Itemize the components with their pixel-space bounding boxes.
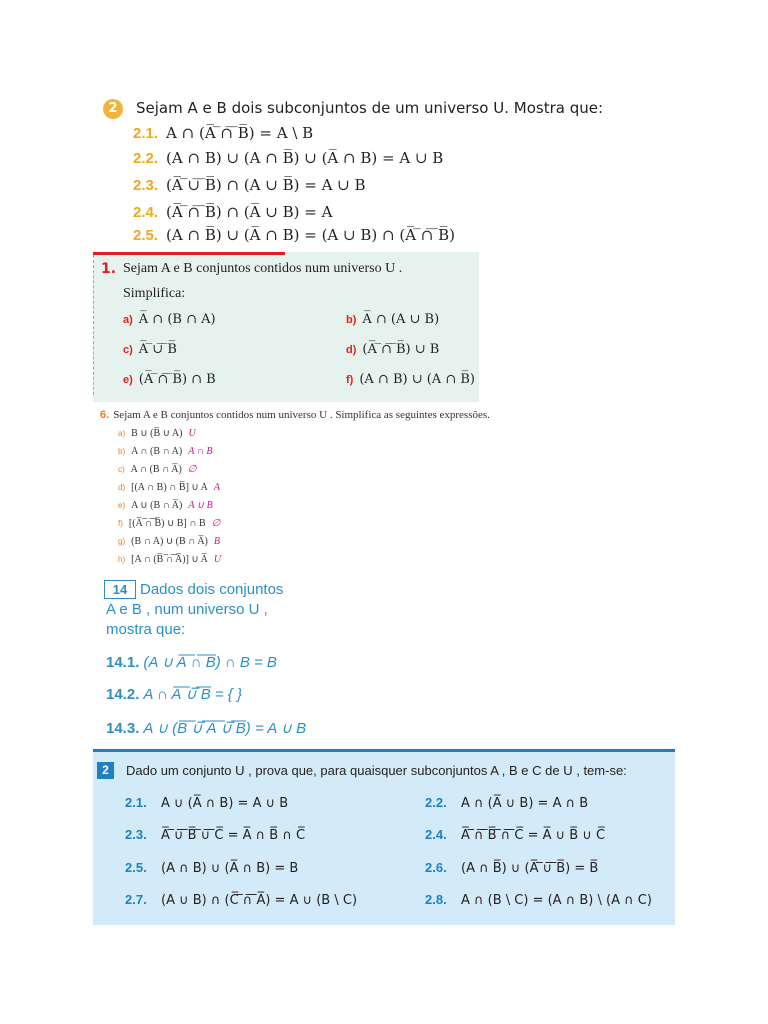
exercise-item: 14.3. A ∪ (B̅ ̅∪̅ ̅A̅ ̅∪̅ ̅B̅) = A ∪ B [106, 720, 307, 737]
exercise-instruction: Simplifica: [123, 286, 186, 301]
exercise-item: e) (A̅ ̅∩̅ ̅B̅) ∩ B [123, 372, 216, 387]
exercise-item: c) A ∩ (B ∩ A̅) ∅ [118, 464, 197, 475]
exercise-number-square: 2 [97, 762, 114, 779]
exercise-item: 2.2. A ∩ (A̅ ∪ B) = A ∩ B [425, 795, 589, 811]
exercise-item: b) A̅ ∩ (A ∪ B) [346, 312, 440, 327]
exercise-number: 1. [101, 261, 117, 277]
exercise-item: 2.7. (A ∪ B) ∩ (C̅ ̅∩̅ ̅A̅) = A ∪ (B \ C) [125, 892, 358, 908]
exercise-item: 2.8. A ∩ (B \ C) = (A ∩ B) \ (A ∩ C) [425, 892, 652, 908]
exercise-statement: Dados dois conjuntos [140, 581, 284, 598]
simplify-exercise-panel [93, 252, 479, 402]
exercise-item: 2.5. (A ∩ B̅) ∪ (A̅ ∩ B) = (A ∪ B) ∩ (A̅ ̅∩̅ ̅B̅) [133, 226, 456, 244]
exercise-statement: A e B , num universo U , [106, 601, 268, 618]
exercise-item: d) [(A ∩ B) ∩ B̅] ∪ A A [118, 482, 220, 493]
exercise-item: 2.4. (A̅ ̅∩̅ ̅B̅) ∩ (A̅ ∪ B) = A [133, 203, 333, 221]
exercise-item: e) A ∪ (B ∩ A̅) A ∪ B [118, 500, 213, 511]
exercise-item: 2.2. (A ∩ B) ∪ (A ∩ B̅) ∪ (A̅ ∩ B) = A ∪ B [133, 149, 444, 167]
exercise-item: 14.1. (A ∪ A̅ ̅∩̅ ̅B̅) ∩ B = B [106, 654, 277, 671]
exercise-instruction: mostra que: [106, 621, 186, 638]
exercise-item: f) (A ∩ B) ∪ (A ∩ B̅) [346, 372, 475, 387]
exercise-item: d) (A̅ ̅∩̅ ̅B̅) ∪ B [346, 342, 440, 357]
exercise-item: 2.3. (A̅ ̅∪̅ ̅B̅) ∩ (A ∪ B̅) = A ∪ B [133, 176, 366, 194]
blue-top-rule [93, 749, 675, 752]
exercise-number-box: 14 [104, 580, 136, 599]
exercise-item: 2.5. (A ∩ B) ∪ (A̅ ∩ B) = B [125, 860, 299, 876]
exercise-statement: Dado um conjunto U , prova que, para quaisquer subconjuntos A , B e C de U , tem-se: [126, 763, 627, 778]
exercise-item: b) A ∩ (B ∩ A) A ∩ B [118, 446, 213, 457]
exercise-item: 2.1. A ∩ (A̅ ̅∩̅ ̅B̅) = A \ B [133, 124, 314, 142]
exercise-item: g) (B ∩ A) ∪ (B ∩ A̅) B [118, 536, 220, 547]
exercise-item: h) [A ∩ (B̅ ̅∩̅ ̅A̅)] ∪ A̅ U [118, 554, 222, 565]
exercise-header: 6. Sejam A e B conjuntos contidos num universo U . Simplifica as seguintes expressões. [100, 409, 490, 421]
exercise-item: 2.6. (A ∩ B̅) ∪ (A̅ ̅∪̅ ̅B̅) = B̅ [425, 860, 599, 876]
exercise-number-badge: 2 [103, 99, 123, 119]
exercise-statement: Sejam A e B conjuntos contidos num universo U . [123, 261, 403, 276]
exercise-item: 2.4. A̅ ̅∩̅ ̅B̅ ̅∩̅ ̅C̅ = A̅ ∪ B̅ ∪ C̅ [425, 827, 606, 843]
exercise-item: 2.1. A ∪ (A̅ ∩ B) = A ∪ B [125, 795, 289, 811]
exercise-item: f) [(A̅ ̅∩̅ ̅B̅) ∪ B] ∩ B ∅ [118, 518, 221, 529]
exercise-item: 2.3. A̅ ̅∪̅ ̅B̅ ̅∪̅ ̅C̅ = A̅ ∩ B̅ ∩ C̅ [125, 827, 306, 843]
red-accent-bar [93, 252, 285, 255]
proof-exercise-panel [93, 749, 675, 925]
exercise-intro: Sejam A e B dois subconjuntos de um universo U. Mostra que: [136, 99, 604, 117]
exercise-item: c) A̅ ̅∪̅ ̅B̅ [123, 342, 177, 357]
exercise-item: 14.2. A ∩ A̅ ̅∪̅ ̅B̅ = { } [106, 686, 242, 703]
dashed-margin-line [93, 255, 94, 395]
exercise-item: a) B ∪ (B̅ ∪ A) U [118, 428, 196, 439]
exercise-item: a) A̅ ∩ (B ∩ A) [123, 312, 216, 327]
